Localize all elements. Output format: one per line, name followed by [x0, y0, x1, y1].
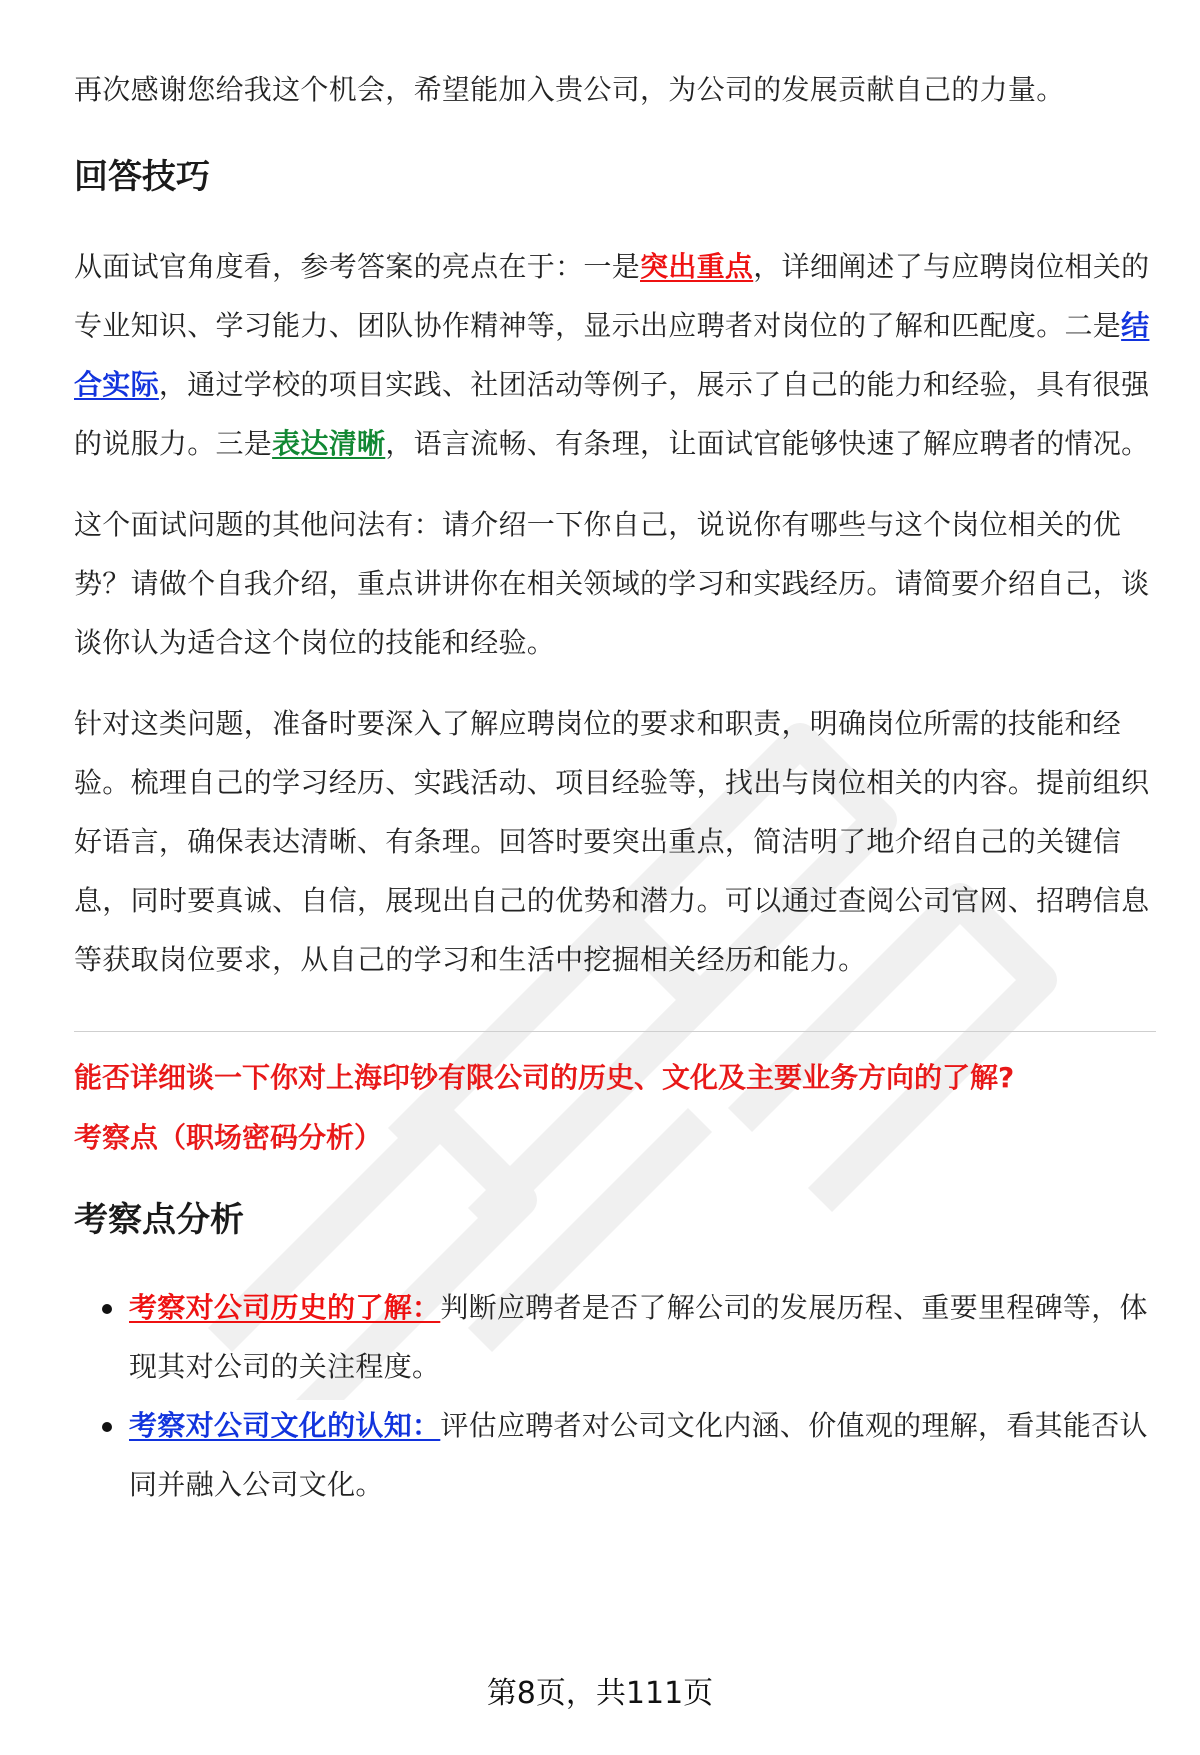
page-content [74, 60, 1156, 1514]
tips-text-3: ，通过学校的项目实践、社团活动等例子，展示了自己的能力和经验，具有很强的说服力。三是 [74, 368, 1150, 460]
point-text: 判断应聘者是否了解公司的发展历程、重要里程碑等，体现其对公司的关注程度。 [129, 1291, 1148, 1383]
page-number: 第8页，共111页 [486, 1676, 714, 1711]
tips-paragraph-2: 这个面试问题的其他问法有：请介绍一下你自己，说说你有哪些与这个岗位相关的优势？请做个自我介绍，重点讲讲你在相关领域的学习和实践经历。请简要介绍自己，谈谈你认为适合这个岗位的技能和经验。 [74, 508, 1150, 659]
tips-text-4: ，语言流畅、有条理，让面试官能够快速了解应聘者的情况。 [385, 427, 1150, 460]
bullet-icon [102, 1304, 112, 1314]
list-item [74, 1278, 1156, 1396]
highlight-focus: 突出重点 [640, 250, 754, 283]
tips-text-2: ，详细阐述了与应聘岗位相关的专业知识、学习能力、团队协作精神等，显示出应聘者对岗位的了解和匹配度。二是 [74, 250, 1150, 342]
point-label: 考察对公司文化的认知： [129, 1409, 441, 1442]
highlight-clarity: 表达清晰 [272, 427, 386, 460]
tips-text-1: 从面试官角度看，参考答案的亮点在于：一是 [74, 250, 641, 283]
tips-paragraph-1 [74, 237, 1156, 473]
intro-paragraph: 再次感谢您给我这个机会，希望能加入贵公司，为公司的发展贡献自己的力量。 [74, 73, 1065, 106]
list-item [74, 1396, 1156, 1514]
question-subtitle: 考察点（职场密码分析） [74, 1121, 383, 1154]
analysis-list [74, 1278, 1156, 1514]
point-label: 考察对公司历史的了解： [129, 1291, 441, 1324]
question-title: 能否详细谈一下你对上海印钞有限公司的历史、文化及主要业务方向的了解? [74, 1061, 1015, 1094]
highlight-practice: 结合实际 [74, 309, 1150, 401]
bullet-icon [102, 1422, 112, 1432]
tips-paragraph-3: 针对这类问题，准备时要深入了解应聘岗位的要求和职责，明确岗位所需的技能和经验。梳理自己的学习经历、实践活动、项目经验等，找出与岗位相关的内容。提前组织好语言，确保表达清晰、有条理。回答时要突出重点，简洁明了地介绍自己的关键信息，同时要真诚、自信，展现出自己的优势和潜力。可以通过查阅公司官网、招聘信息等获取岗位要求，从自己的学习和生活中挖掘相关经历和能力。 [74, 707, 1150, 976]
point-text: 评估应聘者对公司文化内涵、价值观的理解，看其能否认同并融入公司文化。 [129, 1409, 1148, 1501]
analysis-heading: 考察点分析 [74, 1200, 244, 1240]
tips-heading: 回答技巧 [74, 157, 210, 197]
section-divider [74, 1031, 1156, 1032]
